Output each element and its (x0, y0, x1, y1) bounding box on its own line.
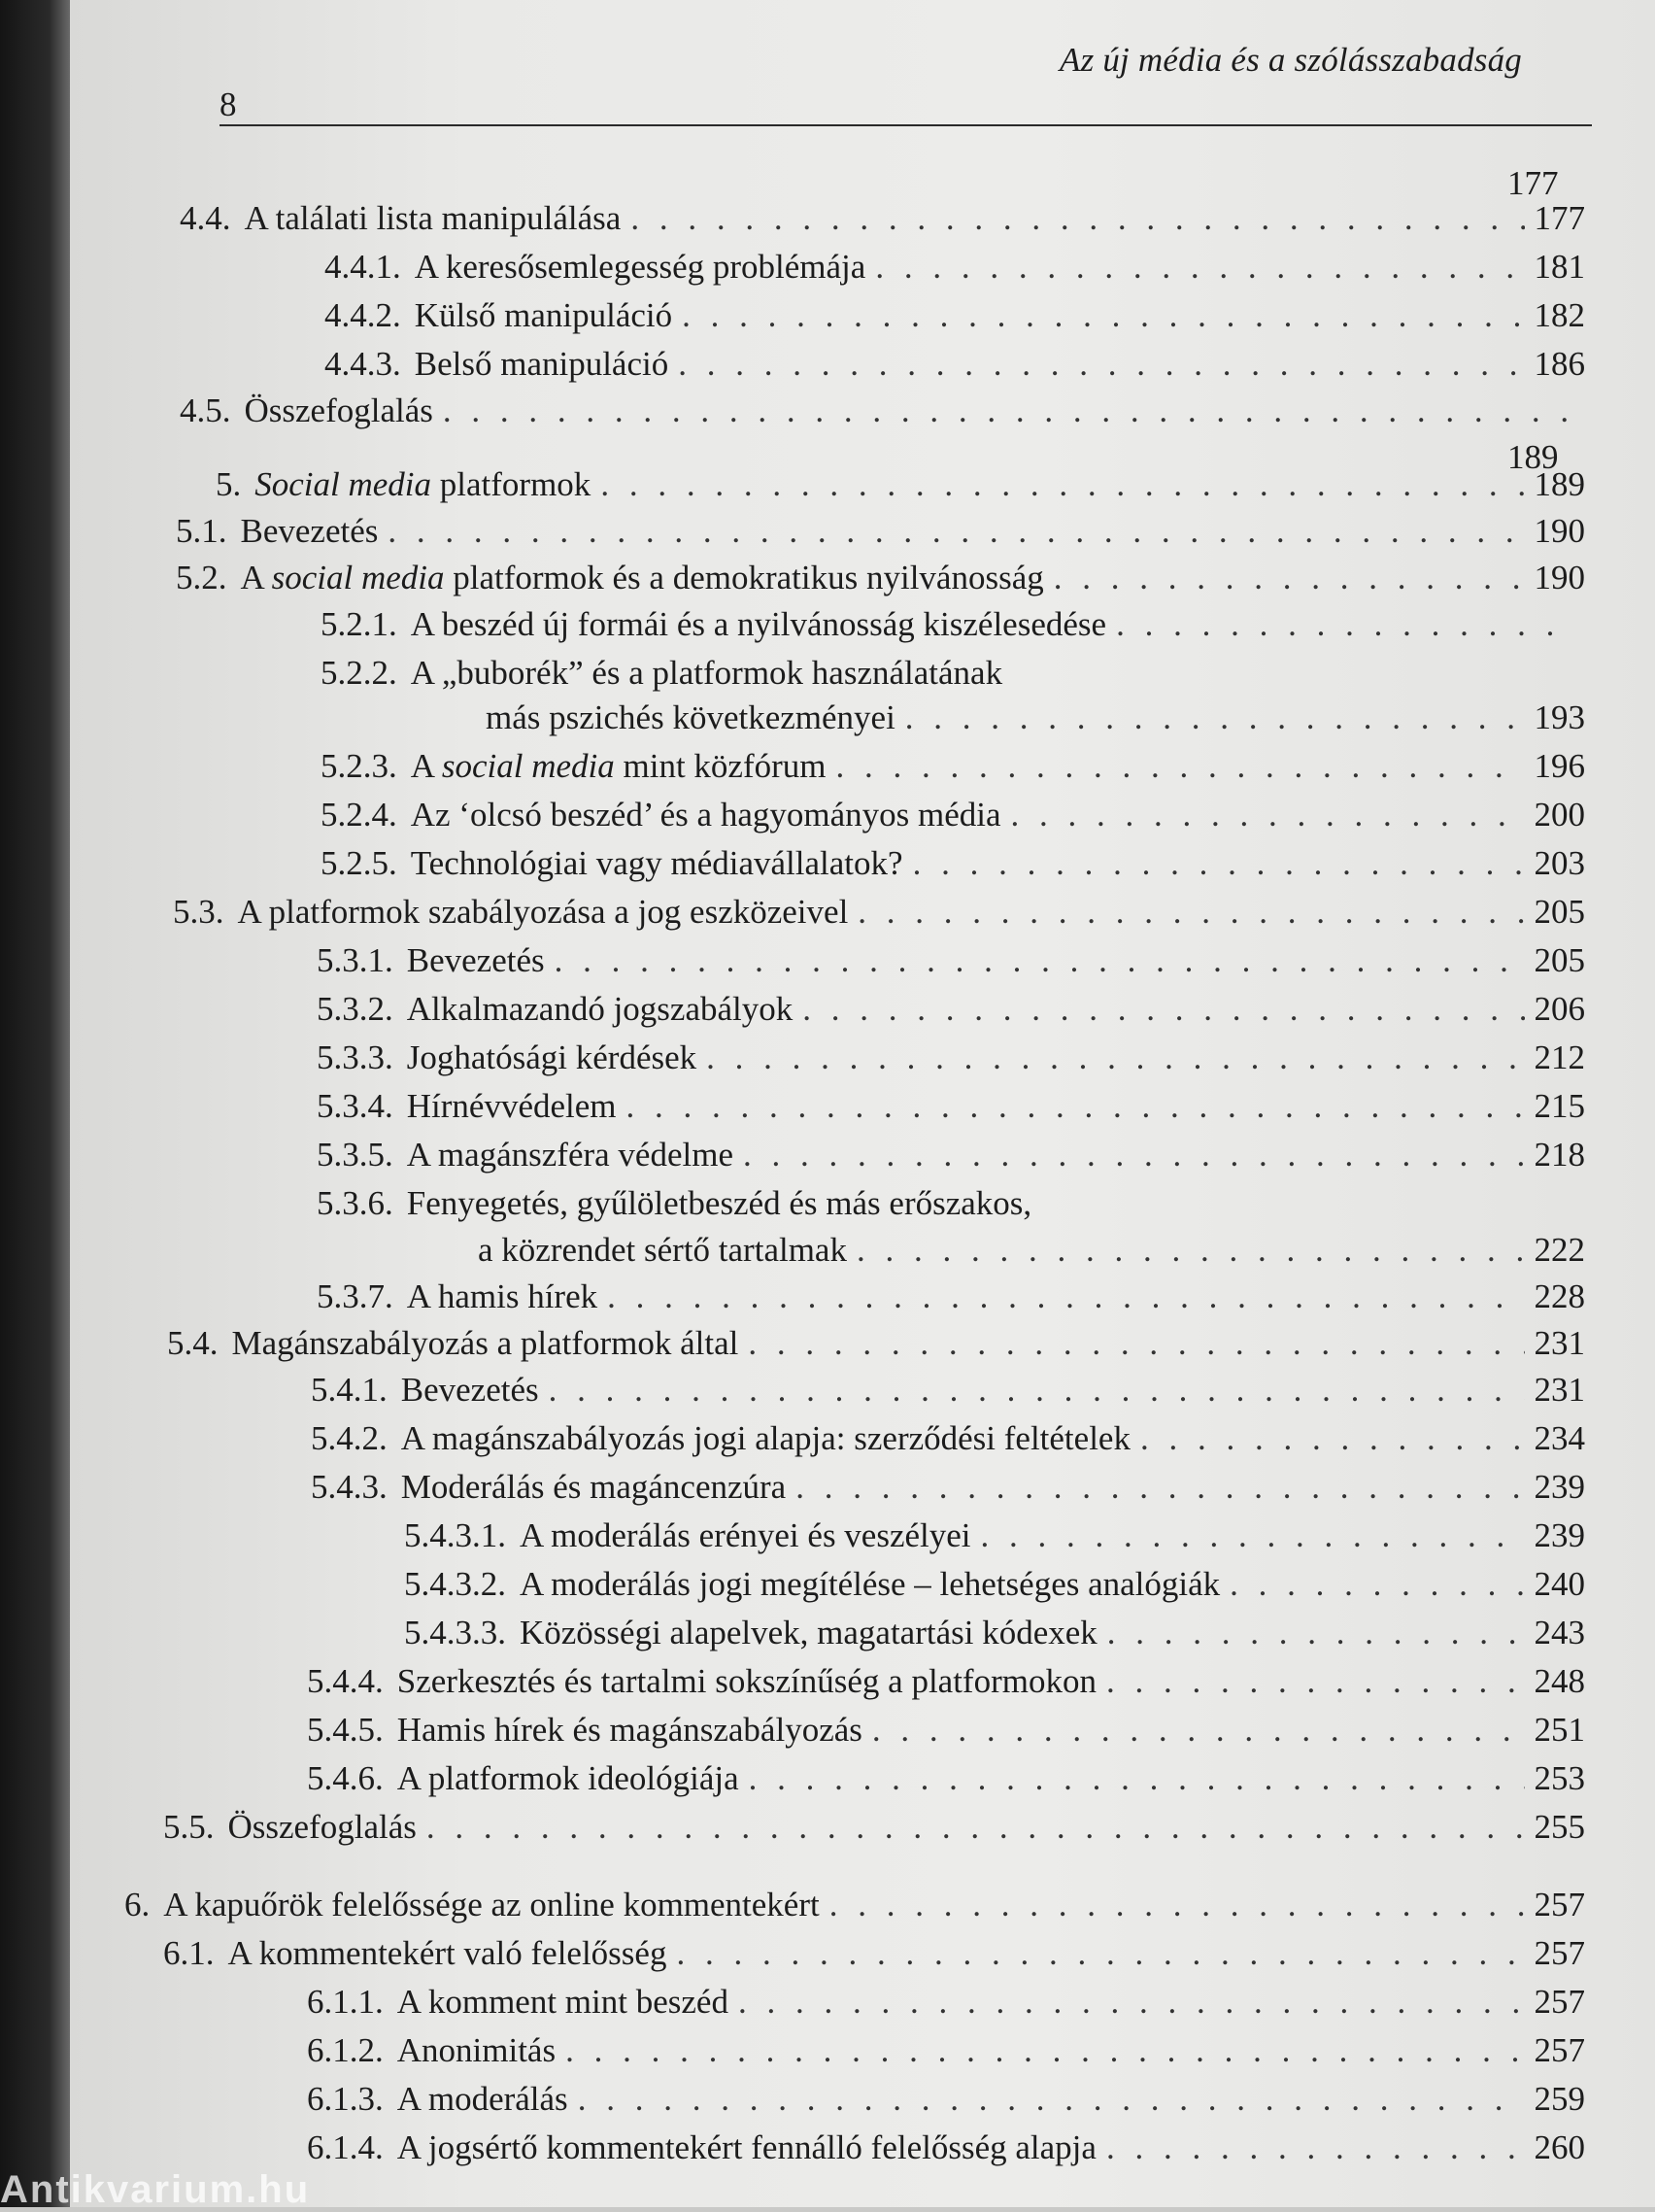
toc-page: 251 (1534, 1711, 1585, 1749)
toc-row (317, 1038, 1585, 1078)
toc-title: Bevezetés (400, 1371, 539, 1409)
toc-number: 6.1. (163, 1934, 215, 1972)
toc-row (307, 1982, 1585, 2023)
toc-leader (678, 344, 1524, 385)
toc-row (321, 795, 1585, 835)
toc-page: 177 (1534, 199, 1585, 237)
toc-leader (706, 1038, 1524, 1078)
toc-number: 5.3.4. (317, 1087, 393, 1125)
toc-leader (578, 2079, 1525, 2120)
toc-leader (738, 1982, 1525, 2023)
toc-row (176, 558, 1585, 598)
toc-title: A platformok szabályozása a jog eszközeivel (237, 893, 849, 931)
toc-leader (676, 1933, 1524, 1974)
toc-title: A moderálás erényei és veszélyei (520, 1516, 971, 1554)
toc-row (317, 989, 1585, 1030)
toc-number: 6. (124, 1886, 151, 1923)
toc-title: Külső manipuláció (414, 296, 673, 334)
toc-number: 5.2. (176, 559, 227, 596)
toc-title (397, 746, 827, 787)
toc-page: 257 (1534, 1983, 1585, 2021)
toc-number: 5.3. (173, 893, 224, 931)
toc-row (317, 1183, 1585, 1224)
toc-leader (749, 1758, 1525, 1799)
toc-title: Anonimitás (396, 2031, 557, 2069)
toc-row (307, 2127, 1585, 2168)
toc-page: 239 (1534, 1516, 1585, 1554)
toc-page: 257 (1534, 2031, 1585, 2069)
toc-page: 212 (1534, 1038, 1585, 1076)
toc-title-pre: A (410, 747, 442, 785)
toc-page: 248 (1534, 1662, 1585, 1700)
toc-row (321, 653, 1585, 694)
toc-row (307, 2030, 1585, 2071)
toc-title: A platformok ideológiája (396, 1759, 739, 1797)
toc-title: a közrendet sértő tartalmak (478, 1231, 847, 1269)
toc-leader (1106, 2127, 1525, 2168)
toc-number: 5.4.3.1. (404, 1516, 506, 1554)
toc-row (324, 247, 1585, 288)
toc-leader (1054, 558, 1525, 598)
toc-leader (443, 391, 1575, 431)
toc-title: Hírnévvédelem (406, 1087, 617, 1125)
watermark-text: Antikvarium.hu (0, 2168, 311, 2211)
toc-number: 5.3.3. (317, 1038, 393, 1076)
toc-leader (565, 2030, 1524, 2071)
toc-number: 6.1.2. (307, 2031, 384, 2069)
toc-page: 196 (1534, 747, 1585, 785)
toc-number: 4.4.2. (324, 296, 401, 334)
toc-title: A kommentekért való felelősség (227, 1934, 667, 1972)
toc-leader (857, 1230, 1525, 1271)
toc-title: A „buborék” és a platformok használatának (410, 654, 1003, 692)
toc-title: A magánszféra védelme (406, 1136, 733, 1174)
toc-leader (1106, 1661, 1525, 1702)
toc-page: 186 (1534, 345, 1585, 383)
toc-leader (1011, 795, 1525, 835)
toc-row (163, 1933, 1585, 1974)
toc-title-italic: Social media (254, 465, 432, 503)
toc-row (173, 892, 1585, 933)
toc-page: 193 (1534, 698, 1585, 736)
toc-leader (426, 1807, 1525, 1848)
toc-row (311, 1370, 1585, 1411)
toc-row (486, 698, 1585, 738)
toc-title: Közösségi alapelvek, magatartási kódexek (520, 1614, 1098, 1651)
toc-number: 5.5. (163, 1808, 215, 1846)
toc-title: Alkalmazandó jogszabályok (406, 990, 794, 1028)
toc-row (404, 1564, 1585, 1605)
toc-leader (682, 295, 1524, 336)
toc-number: 5.4.3.3. (404, 1614, 506, 1651)
toc-leader (1230, 1564, 1524, 1605)
toc-page: 260 (1534, 2128, 1585, 2166)
toc-number: 5.4.2. (311, 1419, 388, 1457)
toc-number: 4.5. (180, 391, 231, 429)
book-page (70, 0, 1655, 2207)
toc-leader (829, 1885, 1525, 1925)
toc-row (321, 604, 1585, 645)
toc-page: 228 (1534, 1277, 1585, 1315)
toc-page: 234 (1534, 1419, 1585, 1457)
toc-number: 5.4. (167, 1324, 219, 1362)
toc-page: 231 (1534, 1324, 1585, 1362)
toc-title: A hamis hírek (406, 1277, 598, 1315)
toc-leader (748, 1323, 1524, 1364)
toc-number: 5.2.3. (321, 747, 397, 785)
toc-page: 206 (1534, 990, 1585, 1028)
toc-leader (872, 1710, 1525, 1751)
toc-number: 5.2.2. (321, 654, 397, 692)
toc-page: 182 (1534, 296, 1585, 334)
toc-page: 205 (1534, 941, 1585, 979)
toc-leader (981, 1515, 1525, 1556)
toc-title: Joghatósági kérdések (406, 1038, 697, 1076)
toc-title: Moderálás és magáncenzúra (400, 1468, 787, 1506)
toc-leader (388, 511, 1524, 552)
toc-page: 257 (1534, 1934, 1585, 1972)
toc-page: 190 (1534, 512, 1585, 550)
toc-title: Szerkesztés és tartalmi sokszínűség a platformokon (396, 1662, 1097, 1700)
toc-row (324, 295, 1585, 336)
toc-title: Belső manipuláció (414, 345, 669, 383)
toc-number: 5.3.5. (317, 1136, 393, 1174)
toc-row (321, 843, 1585, 884)
toc-row (321, 746, 1585, 787)
toc-row (317, 1086, 1585, 1127)
toc-leader (743, 1135, 1525, 1175)
toc-page: 222 (1534, 1231, 1585, 1269)
toc-title: A magánszabályozás jogi alapja: szerződési feltételek (400, 1419, 1131, 1457)
toc-row (307, 1710, 1585, 1751)
toc-number: 5.2.4. (321, 796, 397, 834)
toc-row (307, 2079, 1585, 2120)
toc-row (404, 1515, 1585, 1556)
toc-leader (858, 892, 1524, 933)
toc-title: Magánszabályozás a platformok által (231, 1324, 739, 1362)
toc-page: 257 (1534, 1886, 1585, 1923)
toc-row (317, 1276, 1585, 1317)
toc-page: 243 (1534, 1614, 1585, 1651)
toc-row (307, 1758, 1585, 1799)
toc-row (180, 391, 1585, 431)
toc-row (317, 940, 1585, 981)
toc-number: 5.4.3. (311, 1468, 388, 1506)
toc-row (311, 1467, 1585, 1508)
toc-title: A jogsértő kommentekért fennálló felelősség alapja (396, 2128, 1097, 2166)
toc-leader (555, 940, 1525, 981)
table-of-contents (70, 0, 1655, 2207)
toc-number: 5.2.1. (321, 605, 397, 643)
toc-page: 189 (1507, 438, 1559, 476)
toc-title: Bevezetés (240, 512, 379, 550)
toc-number: 4.4.3. (324, 345, 401, 383)
toc-page: 189 (1534, 465, 1585, 503)
toc-row (317, 1135, 1585, 1175)
toc-title: A beszéd új formái és a nyilvánosság kiszélesedése (410, 605, 1107, 643)
toc-title: Technológiai vagy médiavállalatok? (410, 844, 903, 882)
toc-page: 203 (1534, 844, 1585, 882)
toc-page: 255 (1534, 1808, 1585, 1846)
toc-number: 5.3.7. (317, 1277, 393, 1315)
toc-row (163, 1807, 1585, 1848)
toc-title: A moderálás jogi megítélése – lehetséges analógiák (520, 1565, 1221, 1603)
toc-page: 240 (1534, 1565, 1585, 1603)
toc-title: A komment mint beszéd (396, 1983, 728, 2021)
toc-title: Az ‘olcsó beszéd’ és a hagyományos média (410, 796, 1001, 834)
toc-leader (802, 989, 1524, 1030)
toc-title-rest: platformok (431, 465, 591, 503)
toc-row (167, 1323, 1585, 1364)
toc-title: A keresősemlegesség problémája (414, 248, 866, 286)
toc-title: Fenyegetés, gyűlöletbeszéd és más erőszakos, (406, 1184, 1032, 1222)
toc-title (241, 464, 591, 505)
toc-leader (626, 1086, 1525, 1127)
toc-page: 200 (1534, 796, 1585, 834)
toc-number: 5.3.2. (317, 990, 393, 1028)
toc-leader (836, 746, 1525, 787)
toc-page: 231 (1534, 1371, 1585, 1409)
toc-number: 5.4.5. (307, 1711, 384, 1749)
toc-leader (1140, 1418, 1525, 1459)
toc-page: 177 (1507, 164, 1559, 202)
toc-leader (549, 1370, 1525, 1411)
toc-page: 218 (1534, 1136, 1585, 1174)
toc-title: Összefoglalás (227, 1808, 417, 1846)
toc-title-italic: social media (441, 747, 615, 785)
toc-leader (607, 1276, 1524, 1317)
toc-number: 5.4.1. (311, 1371, 388, 1409)
toc-title: A találati lista manipulálása (244, 199, 622, 237)
toc-row (307, 1661, 1585, 1702)
toc-number: 5.4.4. (307, 1662, 384, 1700)
toc-number: 5.3.1. (317, 941, 393, 979)
toc-number: 4.4. (180, 199, 231, 237)
toc-title: A kapuőrök felelőssége az online kommentekért (163, 1886, 820, 1923)
toc-leader (630, 198, 1524, 239)
toc-number: 5.4.6. (307, 1759, 384, 1797)
toc-page: 215 (1534, 1087, 1585, 1125)
toc-page: 205 (1534, 893, 1585, 931)
toc-number: 6.1.1. (307, 1983, 384, 2021)
page-number: 8 (220, 85, 237, 123)
toc-number: 5.3.6. (317, 1184, 393, 1222)
toc-title: Összefoglalás (244, 391, 433, 429)
toc-number: 5. (216, 465, 242, 503)
toc-title-rest: mint közfórum (614, 747, 827, 785)
toc-row (180, 198, 1585, 239)
toc-number: 5.4.3.2. (404, 1565, 506, 1603)
toc-page: 190 (1534, 559, 1585, 596)
toc-leader (600, 464, 1524, 505)
toc-leader (905, 698, 1525, 738)
toc-row (124, 1885, 1585, 1925)
toc-row (324, 344, 1585, 385)
toc-title-rest: platformok és a demokratikus nyilvánosság (444, 559, 1044, 596)
toc-leader (913, 843, 1525, 884)
toc-number: 5.1. (176, 512, 227, 550)
running-title: Az új média és a szólásszabadság (1059, 41, 1522, 79)
toc-title: Hamis hírek és magánszabályozás (396, 1711, 862, 1749)
toc-page: 181 (1534, 248, 1585, 286)
toc-leader (875, 247, 1524, 288)
toc-number: 6.1.3. (307, 2080, 384, 2118)
toc-title (227, 558, 1044, 598)
toc-number: 6.1.4. (307, 2128, 384, 2166)
toc-page: 253 (1534, 1759, 1585, 1797)
toc-page: 259 (1534, 2080, 1585, 2118)
toc-title: más pszichés következményei (486, 698, 895, 736)
toc-title-pre: A (240, 559, 272, 596)
toc-page: 239 (1534, 1468, 1585, 1506)
toc-row (404, 1613, 1585, 1653)
toc-row (176, 511, 1585, 552)
toc-leader (1116, 604, 1575, 645)
toc-leader (795, 1467, 1524, 1508)
toc-row (478, 1230, 1585, 1271)
book-spine-shadow (0, 0, 70, 2207)
toc-title: A moderálás (396, 2080, 568, 2118)
toc-title-italic: social media (271, 559, 445, 596)
toc-title: Bevezetés (406, 941, 545, 979)
toc-row (216, 464, 1585, 505)
toc-number: 5.2.5. (321, 844, 397, 882)
toc-number: 4.4.1. (324, 248, 401, 286)
toc-row (311, 1418, 1585, 1459)
toc-leader (1107, 1613, 1525, 1653)
